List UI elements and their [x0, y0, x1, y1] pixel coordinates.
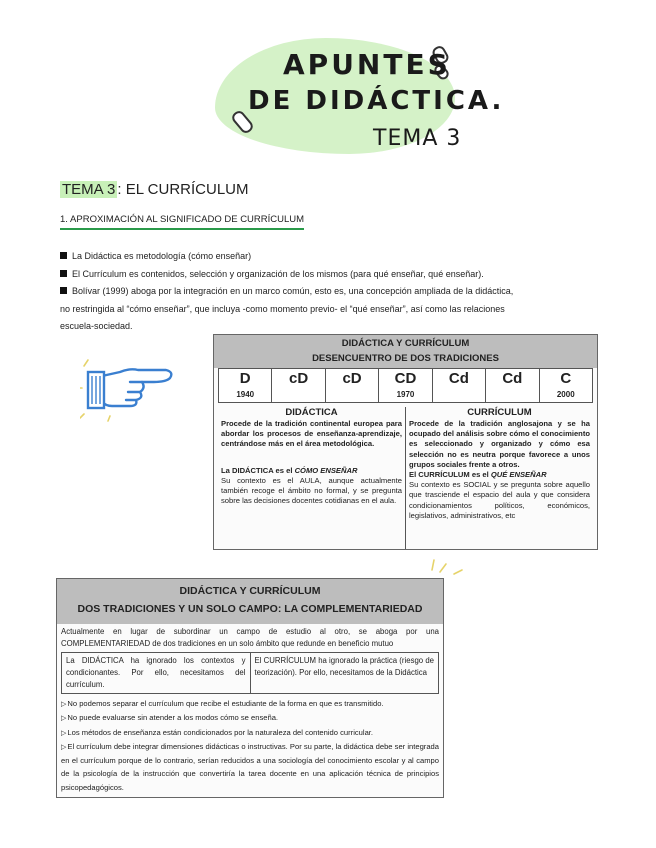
bullet-item: El Currículum es contenidos, selección y organización de los mismos (para qué enseñar, qué enseñar). — [60, 266, 520, 284]
list-item: ▷Los métodos de enseñanza están condicionados por la naturaleza del contenido curricular. — [61, 726, 439, 740]
table-header: DIDÁCTICA Y CURRÍCULUM DOS TRADICIONES Y UN SOLO CAMPO: LA COMPLEMENTARIEDAD — [57, 579, 443, 624]
section-title-rest: : EL CURRÍCULUM — [117, 181, 249, 198]
timeline-cell: Cd — [486, 369, 539, 402]
triangle-bullet-icon: ▷ — [61, 715, 67, 723]
timeline-cell: cD — [272, 369, 325, 402]
triangle-bullet-icon: ▷ — [61, 729, 67, 737]
timeline-cell: CD 1970 — [379, 369, 432, 402]
comparison-columns — [218, 407, 593, 549]
square-bullet-icon — [60, 287, 67, 294]
bullet-item: Bolívar (1999) aboga por la integración en un marco común, esto es, una concepción ampliada de la didáctica, no restringida al “cómo enseñar”, que incluya -como momento previo- el “qué enseñar”, así como las relaciones escuela-sociedad. — [60, 286, 514, 331]
didactica-curriculum-desencuentro-table — [213, 334, 598, 550]
timeline-cell: Cd — [433, 369, 486, 402]
section-title-prefix: TEMA 3 — [62, 181, 116, 198]
square-bullet-icon — [60, 270, 67, 277]
timeline-cell: C 2000 — [556, 370, 575, 399]
curriculum-cell: El CURRÍCULUM ha ignorado la práctica (riesgo de teorización). Por ello, necesitamos de la Didáctica — [250, 653, 439, 693]
didactica-cell: La DIDÁCTICA ha ignorado los contextos y condicionantes. Por ello, necesitamos del currículum. — [66, 656, 246, 689]
list-item: ▷No puede evaluarse sin atender a los modos cómo se enseña. — [61, 711, 439, 725]
timeline-row — [218, 368, 593, 403]
topic-subtitle: TEMA 3 — [373, 126, 462, 151]
square-bullet-icon — [60, 252, 67, 259]
bullet-item: La Didáctica es metodología (cómo enseñar) — [60, 248, 520, 266]
bullet-list — [60, 248, 520, 336]
list-item: ▷El currículum debe integrar dimensiones didácticas o instructivas. Por su parte, la didáctica debe ser integrada en el currículum porque de lo contrario, serían reducidos a una sociología del conocimiento escolar y al campo de la psicología de la instrucción que convertiría la tarea docente en una aplicación técnica de principios psicopedagógicos. — [61, 741, 439, 792]
table-intro-text: Actualmente en lugar de subordinar un campo de estudio al otro, se aboga por una COMPLEMENTARIEDAD de dos tradiciones en un solo ámbito que redunde en beneficio mutuo — [61, 627, 439, 648]
triangle-bullet-icon: ▷ — [61, 743, 67, 751]
table-split-row — [61, 652, 439, 694]
table-header: DIDÁCTICA Y CURRÍCULUM DESENCUENTRO DE DOS TRADICIONES — [214, 335, 597, 368]
complementariedad-table — [56, 578, 444, 798]
timeline-cell: D 1940 — [219, 369, 272, 402]
timeline-cell: cD — [326, 369, 379, 402]
subsection-heading: 1. APROXIMACIÓN AL SIGNIFICADO DE CURRÍCULUM — [60, 214, 304, 230]
title-line-1: APUNTES — [283, 48, 451, 81]
list-item: ▷No podemos separar el currículum que recibe el estudiante de la forma en que es transmitido. — [61, 697, 439, 711]
pointing-hand-icon — [80, 358, 180, 422]
title-line-2: DE DIDÁCTICA. — [248, 86, 505, 116]
curriculum-column: CURRÍCULUM Procede de la tradición anglosajona y se ha ocupado del análisis sobre cómo el conocimiento es seleccionado y organizado y cómo esa selección no es neutra porque favorece a unos grupos sociales frente a otros. El CURRÍCULUM es el QUÉ ENSEÑAR Su contexto es SOCIAL y se pregunta sobre aquello que trasciende el espacio del aula y que considera condicionamientos políticos, económicos, legislativos, administrativos, etc — [405, 407, 593, 549]
didactica-column: DIDÁCTICA Procede de la tradición continental europea para abordar los procesos de enseñanza-aprendizaje, centrándose más en el área metodológica. La DIDÁCTICA es el CÓMO ENSEÑAR Su contexto es el AULA, aunque actualmente también recoge el ámbito no formal, y se pregunta sobre las decisiones docentes cotidianas en el aula. — [221, 407, 402, 506]
section-title — [60, 181, 249, 198]
triangle-bullet-icon: ▷ — [61, 701, 67, 708]
arrow-list — [57, 694, 443, 794]
